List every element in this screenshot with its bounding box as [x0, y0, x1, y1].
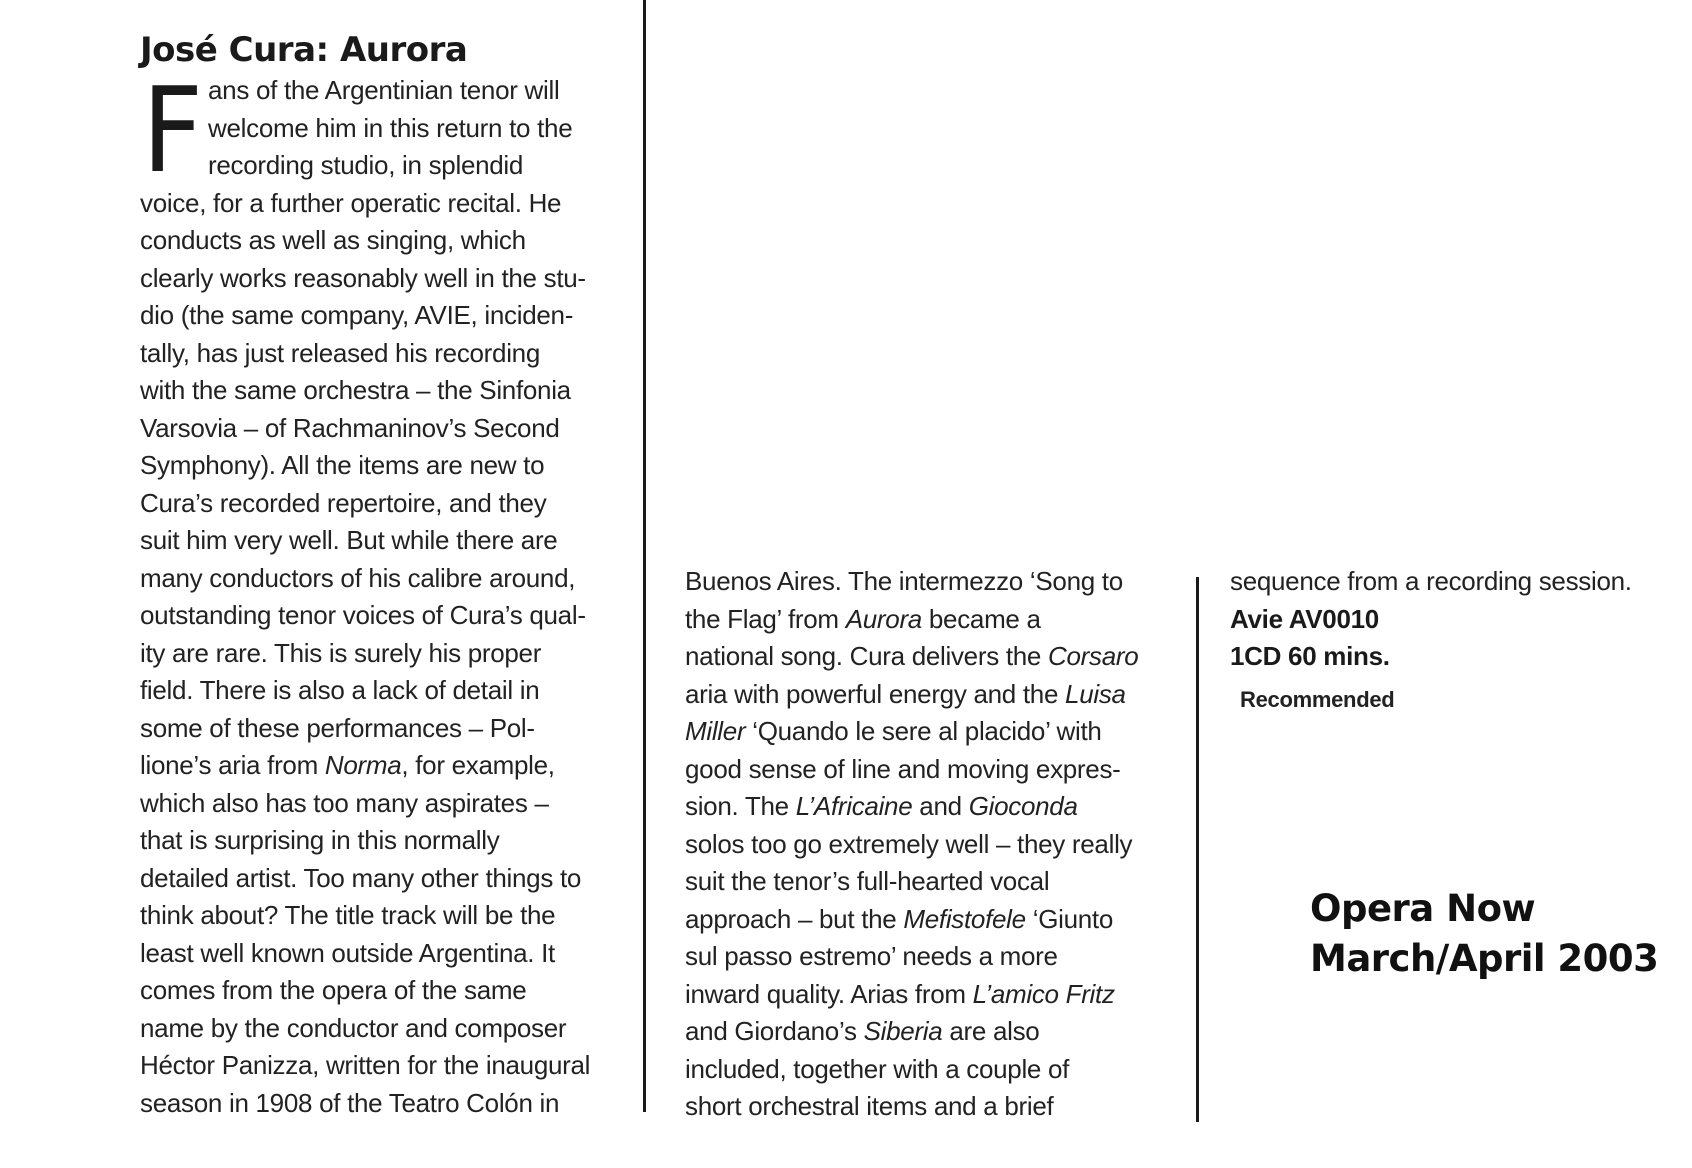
body-line: good sense of line and moving expres-	[685, 753, 1121, 784]
body-line: detailed artist. Too many other things to	[140, 862, 582, 893]
body-line: aria with powerful energy and the Luisa	[685, 678, 1126, 709]
body-line: clearly works reasonably well in the stu-	[140, 262, 586, 293]
body-line: voice, for a further operatic recital. He	[140, 187, 562, 218]
body-line: recording studio, in splendid	[208, 150, 524, 180]
body-line: solos too go extremely well – they really	[685, 828, 1133, 859]
body-line: the Flag’ from Aurora became a	[685, 603, 1041, 634]
body-line: that is surprising in this normally	[140, 825, 500, 855]
publication-name: Opera Now	[1310, 887, 1536, 930]
body-line: suit the tenor’s full-hearted vocal	[685, 866, 1050, 896]
body-line: welcome him in this return to the	[208, 112, 573, 143]
body-line: Miller ‘Quando le sere al placido’ with	[685, 716, 1102, 746]
body-line: approach – but the Mefistofele ‘Giunto	[685, 903, 1114, 934]
body-line: season in 1908 of the Teatro Colón in	[140, 1087, 560, 1118]
body-line: name by the conductor and composer	[140, 1012, 567, 1043]
body-line: and Giordano’s Siberia are also	[685, 1016, 1040, 1046]
issue-date: March/April 2003	[1310, 937, 1659, 980]
drop-cap: F	[142, 61, 204, 199]
body-line: think about? The title track will be the	[140, 900, 556, 930]
article-column-3	[1230, 563, 1680, 718]
body-line: sul passo estremo’ needs a more	[685, 941, 1058, 971]
format-duration: 1CD 60 mins.	[1230, 641, 1390, 671]
body-line: sequence from a recording session.	[1230, 566, 1632, 596]
column-rule-left	[643, 0, 646, 1112]
body-line: Buenos Aires. The intermezzo ‘Song to	[685, 566, 1123, 596]
body-line: Héctor Panizza, written for the inaugural	[140, 1050, 591, 1080]
rating-badge: Recommended	[1240, 686, 1395, 712]
body-line: some of these performances – Pol-	[140, 712, 535, 743]
body-line: with the same orchestra – the Sinfonia	[140, 375, 571, 405]
body-line: included, together with a couple of	[685, 1053, 1070, 1084]
body-line: least well known outside Argentina. It	[140, 937, 555, 968]
body-line: ity are rare. This is surely his proper	[140, 637, 542, 668]
body-line: many conductors of his calibre around,	[140, 562, 576, 593]
body-line: dio (the same company, AVIE, inciden-	[140, 300, 574, 330]
body-line: comes from the opera of the same	[140, 975, 527, 1005]
body-line: sion. The L’Africaine and Gioconda	[685, 791, 1078, 821]
body-line: field. There is also a lack of detail in	[140, 675, 540, 705]
source-credit	[1310, 884, 1658, 984]
article-title: José Cura: Aurora	[140, 30, 468, 70]
body-line: tally, has just released his recording	[140, 337, 540, 368]
body-line: Varsovia – of Rachmaninov’s Second	[140, 412, 560, 443]
body-line: conducts as well as singing, which	[140, 225, 526, 255]
body-line: which also has too many aspirates –	[140, 787, 549, 818]
body-line: short orchestral items and a brief	[685, 1091, 1054, 1121]
body-line: outstanding tenor voices of Cura’s qual-	[140, 600, 586, 630]
body-line: national song. Cura delivers the Corsaro	[685, 641, 1139, 671]
body-line: suit him very well. But while there are	[140, 525, 558, 555]
body-line: inward quality. Arias from L’amico Fritz	[685, 978, 1115, 1009]
body-line: Cura’s recorded repertoire, and they	[140, 487, 547, 518]
body-line: Symphony). All the items are new to	[140, 450, 545, 480]
article-column-2	[685, 563, 1165, 1126]
column-rule-right	[1196, 577, 1199, 1122]
catalog-number: Avie AV0010	[1230, 603, 1379, 634]
body-line: ans of the Argentinian tenor will	[208, 75, 560, 105]
body-line: lione’s aria from Norma, for example,	[140, 750, 555, 780]
article-column-1	[140, 61, 610, 1122]
